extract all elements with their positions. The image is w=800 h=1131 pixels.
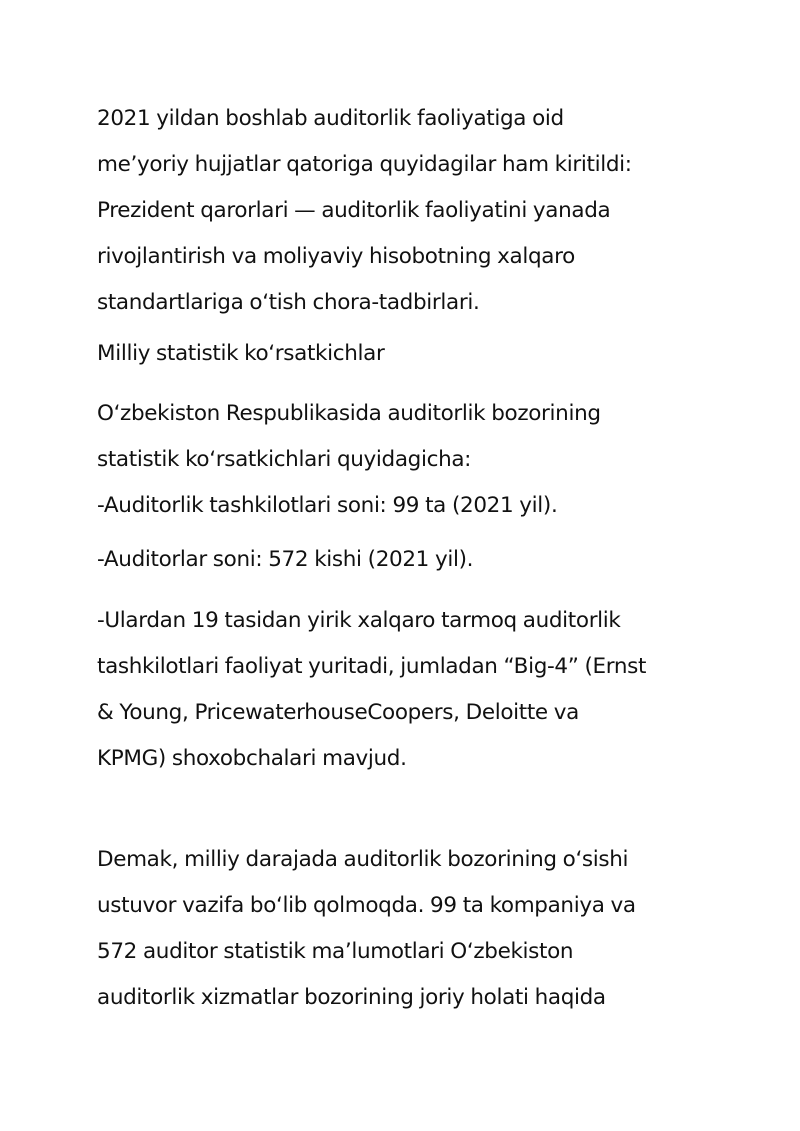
- list-item-organizations: [97, 491, 717, 521]
- text-line: KPMG) shoxobchalari mavjud.: [97, 746, 407, 771]
- list-item-big4: [97, 598, 717, 782]
- text-line: rivojlantirish va moliyaviy hisobotning xalqaro: [97, 244, 575, 269]
- intro-paragraph: [97, 96, 717, 326]
- text-line: Prezident qarorlari — auditorlik faoliyatini yanada: [97, 198, 611, 223]
- text-line: me’yoriy hujjatlar qatoriga quyidagilar ham kiritildi:: [97, 152, 632, 177]
- text-line: statistik ko‘rsatkichlari quyidagicha:: [97, 447, 472, 472]
- statistics-intro-paragraph: [97, 391, 717, 483]
- text-line: auditorlik xizmatlar bozorining joriy holati haqida: [97, 985, 606, 1010]
- text-line: Demak, milliy darajada auditorlik bozorining o‘sishi: [97, 847, 629, 872]
- conclusion-paragraph: [97, 837, 717, 1021]
- text-line: 2021 yildan boshlab auditorlik faoliyatiga oid: [97, 106, 564, 131]
- section-heading: [97, 339, 717, 369]
- text-line: standartlariga o‘tish chora-tadbirlari.: [97, 290, 480, 315]
- text-line: 572 auditor statistik ma’lumotlari O‘zbekiston: [97, 939, 574, 964]
- text-line: tashkilotlari faoliyat yuritadi, jumladan “Big-4” (Ernst: [97, 654, 647, 679]
- text-line: -Auditorlik tashkilotlari soni: 99 ta (2021 yil).: [97, 493, 558, 518]
- list-item-auditors: [97, 545, 717, 575]
- text-line: -Ulardan 19 tasidan yirik xalqaro tarmoq auditorlik: [97, 608, 621, 633]
- text-line: & Young, PricewaterhouseCoopers, Deloitte va: [97, 700, 579, 725]
- text-line: O‘zbekiston Respublikasida auditorlik bozorining: [97, 401, 601, 426]
- heading-text: Milliy statistik ko‘rsatkichlar: [97, 341, 385, 366]
- text-line: ustuvor vazifa bo‘lib qolmoqda. 99 ta kompaniya va: [97, 893, 636, 918]
- text-line: -Auditorlar soni: 572 kishi (2021 yil).: [97, 547, 474, 572]
